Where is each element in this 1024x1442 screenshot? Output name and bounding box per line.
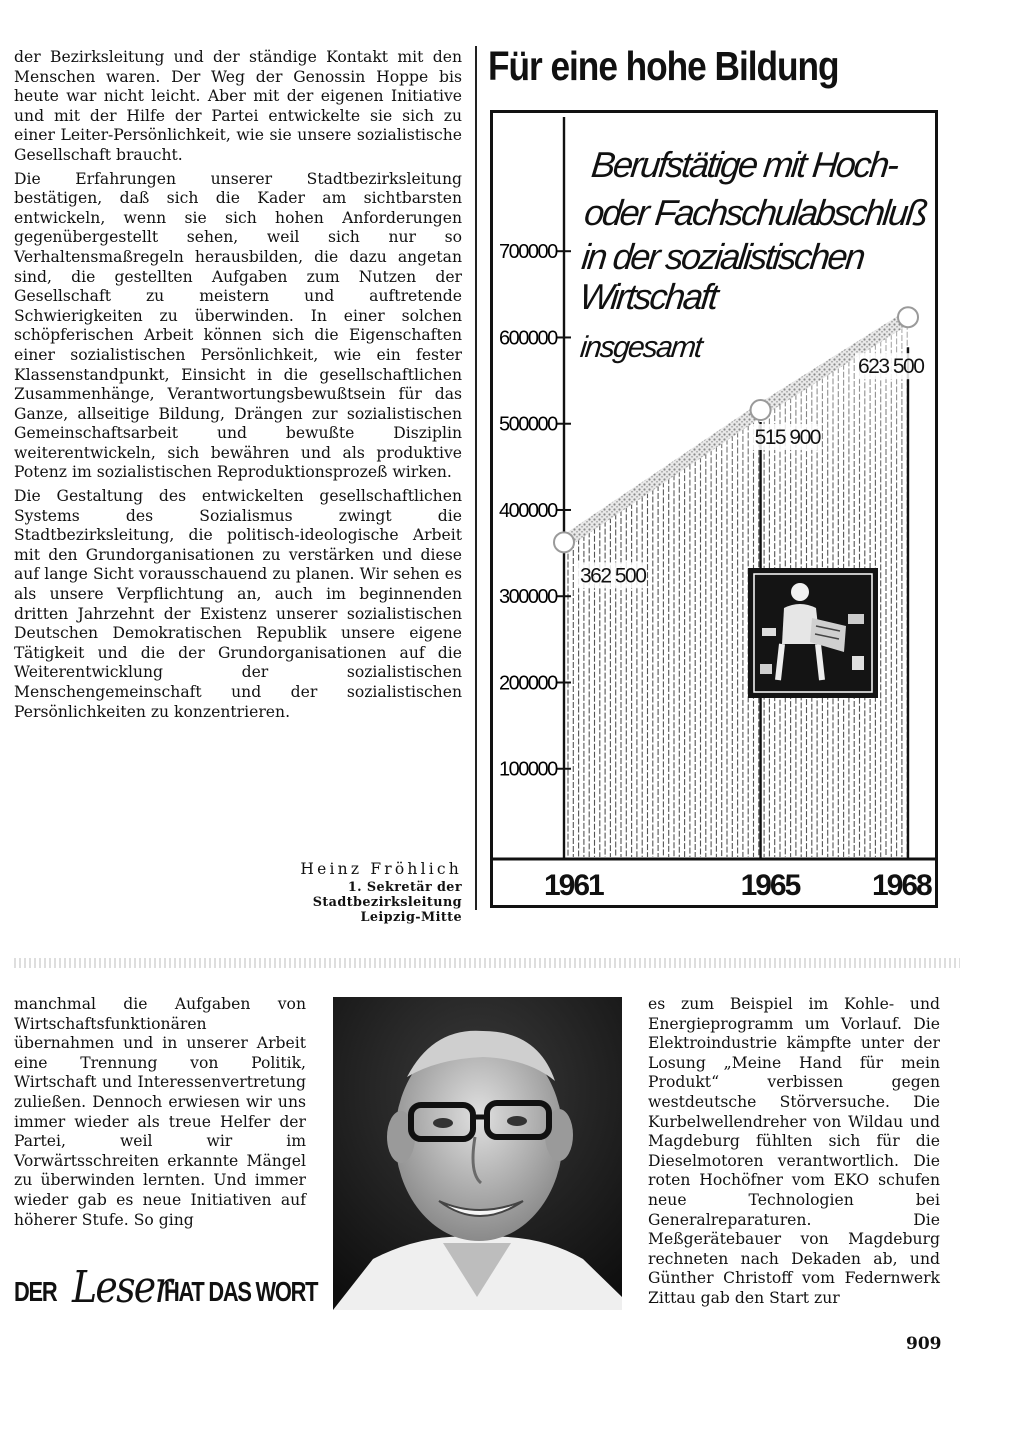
portrait-image xyxy=(333,997,622,1310)
paragraph: Die Erfahrungen unserer Stadtbezirksleitung bestätigen, daß sich die Kader am sichtbarsten entwickeln, wenn sie sich hohen Anforderungen gegenübergestellt sehen, weil sich nur so Verhaltensmaßregeln herausbilden, die dazu angetan sind, die gestellten Aufgaben zum Nutzen der Gesellschaft zu meistern und auftretende Schwierigkeiten zu überwinden. In einer solchen schöpferischen Arbeit können sich die Eigenschaften einer sozialistischen Persönlichkeit, wie ein fester Klassenstandpunkt, Einsicht in die gesellschaftlichen Zusammenhänge, Verantwortungsbewußtsein für das Ganze, allseitige Bildung, Drängen zur sozialistischen Gemeinschaftsarbeit und bewußte Disziplin weiterentwickeln, sich bewähren und als produktive Potenz im sozialistischen Reproduktionsprozeß wirken. xyxy=(14,169,462,482)
author-name: Heinz Fröhlich xyxy=(300,860,462,878)
data-point xyxy=(751,400,771,420)
x-axis-labels xyxy=(544,869,932,902)
y-tick-label: 700000 xyxy=(499,241,557,264)
x-tick-label: 1968 xyxy=(872,869,931,902)
author-role: 1. Sekretär der Stadtbezirksleitung xyxy=(312,880,462,910)
x-tick-label: 1961 xyxy=(544,869,603,902)
infographic-chart xyxy=(490,110,938,908)
paragraph: der Bezirksleitung und der ständige Kontakt mit den Menschen waren. Der Weg der Genossin Hoppe bis heute war nicht leicht. Aber mit der eigenen Initiative und mit der Hilfe der Partei entwickelte sie sich zu einer Leiter-Persönlichkeit, wie sie unsere sozialistische Gesellschaft braucht. xyxy=(14,48,462,164)
y-tick-label: 100000 xyxy=(499,758,557,781)
logo-script-word: Leser xyxy=(72,1262,171,1313)
y-tick-label: 300000 xyxy=(499,586,557,609)
x-tick-label: 1965 xyxy=(740,869,800,902)
reader-column-left xyxy=(14,995,306,1234)
paragraph: es zum Beispiel im Kohle- und Energieprogramm um Vorlauf. Die Elektroindustrie kämpfte unter der Losung „Meine Hand für mein Produkt“ verbissen gegen westdeutsche Störversuche. Die Kurbelwellendreher von Wildau und Magdeburg fühlten sich für die Dieselmotoren verantwortlich. Die roten Hochöfner vom EKO schufen neue Technologien bei Generalreparaturen. Die Meßgerätebauer von Magdeburg rechneten nach Dekaden ab, und Günther Christoff vom Federnwerk Zittau gab den Start zur xyxy=(648,995,940,1307)
data-label: 515 900 xyxy=(754,426,820,450)
chart-title-line-3: in der sozialistischen xyxy=(579,236,866,277)
section-separator xyxy=(14,958,960,968)
logo-word-hat-das-wort: HAT DAS WORT xyxy=(164,1276,318,1307)
data-point xyxy=(898,307,918,327)
reader-column-right xyxy=(648,995,940,1313)
data-label: 623 500 xyxy=(858,355,924,379)
infographic-headline: Für eine hohe Bildung xyxy=(488,43,839,89)
chart-canvas xyxy=(493,113,935,905)
y-tick-label: 600000 xyxy=(499,327,557,350)
chart-title-line-2: oder Fachschulabschluß xyxy=(582,192,929,233)
data-point xyxy=(554,532,574,552)
y-axis-ticks xyxy=(499,241,571,781)
paragraph: manchmal die Aufgaben von Wirtschaftsfunktionären übernahmen und in unserer Arbeit eine Trennung von Politik, Wirtschaft und Interessenvertretung zuließen. Dennoch erwiesen wir uns immer wieder als treue Helfer der Partei, weil wir im Vorwärtsschreiten erkannte Mängel zu überwinden lernten. Und immer wieder gab es neue Initiativen auf höherer Stufe. So ging xyxy=(14,995,306,1229)
page-number: 909 xyxy=(906,1334,942,1354)
chart-title-line-1: Berufstätige mit Hoch- xyxy=(589,144,900,185)
y-tick-label: 400000 xyxy=(499,499,557,522)
portrait-photo xyxy=(333,997,622,1310)
article-column-left xyxy=(14,48,462,726)
data-label: 362 500 xyxy=(580,564,646,588)
column-divider xyxy=(475,46,477,910)
logo-word-der: DER xyxy=(14,1276,57,1307)
chart-title-line-4: Wirtschaft xyxy=(577,276,719,317)
author-signature xyxy=(230,858,462,925)
chart-subtitle: insgesamt xyxy=(578,331,703,364)
worker-illustration xyxy=(748,568,878,698)
section-logo xyxy=(14,1262,318,1314)
author-place: Leipzig-Mitte xyxy=(360,910,462,925)
paragraph: Die Gestaltung des entwickelten gesellschaftlichen Systems des Sozialismus zwingt die Stadtbezirksleitung, die politisch-ideologische Arbeit mit den Grundorganisationen zu verstärken und diese auf lange Sicht vorausschauend zu planen. Wir sehen es als unsere Verpflichtung an, auch im beginnenden dritten Jahrzehnt der Existenz unserer sozialistischen Deutschen Demokratischen Republik unsere eigene Tätigkeit und die der Grundorganisationen auf die Weiterentwicklung der sozialistischen Menschengemeinschaft und der sozialistischen Persönlichkeiten zu konzentrieren. xyxy=(14,487,462,721)
y-tick-label: 500000 xyxy=(499,413,557,436)
y-tick-label: 200000 xyxy=(499,672,557,695)
